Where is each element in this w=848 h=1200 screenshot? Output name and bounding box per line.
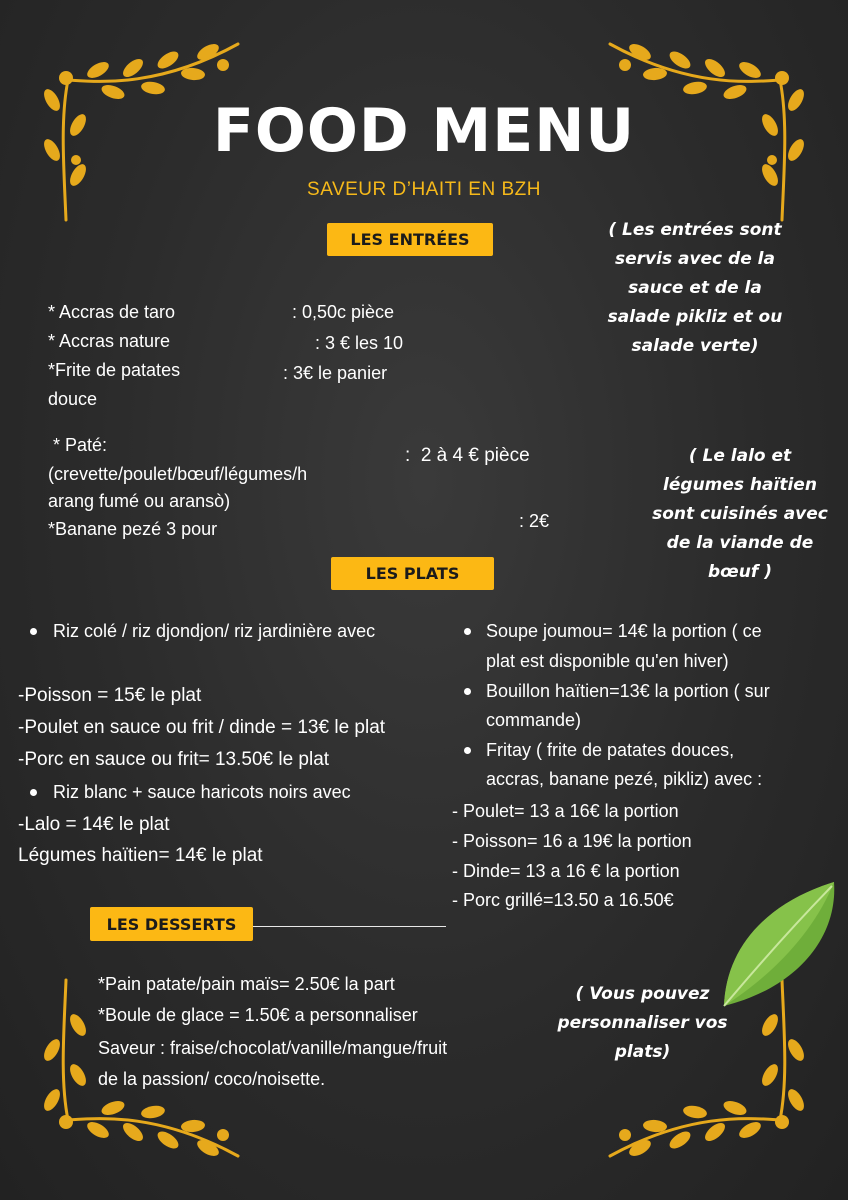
- page-subtitle: SAVEUR D’HAITI EN BZH: [307, 179, 541, 200]
- plat-line: - Dinde= 13 a 16 € la portion: [452, 861, 680, 881]
- note-line: légumes haïtien: [663, 475, 817, 495]
- plat-line: -Porc en sauce ou frit= 13.50€ le plat: [18, 749, 330, 770]
- entree-name: * Accras nature: [48, 331, 171, 351]
- note-line: bœuf ): [708, 562, 772, 582]
- plat-item: commande): [486, 710, 582, 730]
- bullet: [30, 628, 37, 635]
- plat-line: - Poisson= 16 a 19€ la portion: [452, 831, 692, 851]
- note-line: servis avec de la: [615, 249, 775, 269]
- plat-line: -Poisson = 15€ le plat: [18, 685, 202, 706]
- plat-line: -Lalo = 14€ le plat: [18, 814, 170, 835]
- dessert-line: de la passion/ coco/noisette.: [98, 1069, 326, 1089]
- plats-heading: LES PLATS: [331, 557, 494, 590]
- entrees-note: [585, 216, 805, 361]
- plat-line: - Porc grillé=13.50 a 16.50€: [452, 890, 674, 910]
- divider: [253, 926, 446, 927]
- pate-label: * Paté:: [48, 435, 108, 455]
- entrees-heading: LES ENTRÉES: [327, 223, 493, 256]
- entree-price: : 3 € les 10: [315, 333, 404, 353]
- dessert-line: Saveur : fraise/chocolat/vanille/mangue/fruit: [98, 1038, 448, 1058]
- note-line: ( Vous pouvez: [575, 984, 710, 1004]
- note-line: sont cuisinés avec: [652, 504, 828, 524]
- banane-price: : 2€: [519, 511, 550, 531]
- plat-line: Légumes haïtien= 14€ le plat: [18, 845, 263, 866]
- banane-label: *Banane pezé 3 pour: [48, 519, 218, 539]
- plat-line: - Poulet= 13 a 16€ la portion: [452, 801, 679, 821]
- desserts-heading: LES DESSERTS: [90, 907, 253, 941]
- pate-label: (crevette/poulet/bœuf/légumes/h: [48, 464, 308, 484]
- note-line: sauce et de la: [628, 278, 762, 298]
- note-line: ( Le lalo et: [688, 446, 792, 466]
- note-line: ( Les entrées sont: [608, 220, 782, 240]
- entree-name: * Accras de taro: [48, 302, 176, 322]
- plat-item: Riz blanc + sauce haricots noirs avec: [53, 782, 351, 802]
- desserts-note: [530, 980, 755, 1067]
- note-line: salade verte): [631, 336, 759, 356]
- plat-line: -Poulet en sauce ou frit / dinde = 13€ le plat: [18, 717, 386, 738]
- plat-item: Soupe joumou= 14€ la portion ( ce: [486, 621, 762, 641]
- note-line: salade pikliz et ou: [607, 307, 783, 327]
- entree-price: : 0,50c pièce: [292, 302, 395, 322]
- note-line: personnaliser vos: [557, 1013, 728, 1033]
- note-line: plats): [614, 1042, 671, 1062]
- plat-item: Fritay ( frite de patates douces,: [486, 740, 735, 760]
- note-line: de la viande de: [666, 533, 814, 553]
- pate-price: : 2 à 4 € pièce: [405, 445, 530, 466]
- entree-price: : 3€ le panier: [283, 363, 388, 383]
- bullet: [30, 789, 37, 796]
- pate-label: arang fumé ou aransò): [48, 491, 231, 511]
- bullet: [464, 747, 471, 754]
- dessert-line: *Boule de glace = 1.50€ a personnaliser: [98, 1005, 418, 1025]
- plats-note: [630, 442, 848, 587]
- entree-name: *Frite de patates: [48, 360, 181, 380]
- plat-item: plat est disponible qu'en hiver): [486, 651, 729, 671]
- bullet: [464, 628, 471, 635]
- entree-name: douce: [48, 389, 98, 409]
- plat-item: accras, banane pezé, pikliz) avec :: [486, 769, 763, 789]
- plat-item: Bouillon haïtien=13€ la portion ( sur: [486, 681, 770, 701]
- plat-item: Riz colé / riz djondjon/ riz jardinière avec: [53, 621, 376, 641]
- dessert-line: *Pain patate/pain maïs= 2.50€ la part: [98, 974, 395, 994]
- bullet: [464, 688, 471, 695]
- page-title: FOOD MENU: [212, 96, 636, 166]
